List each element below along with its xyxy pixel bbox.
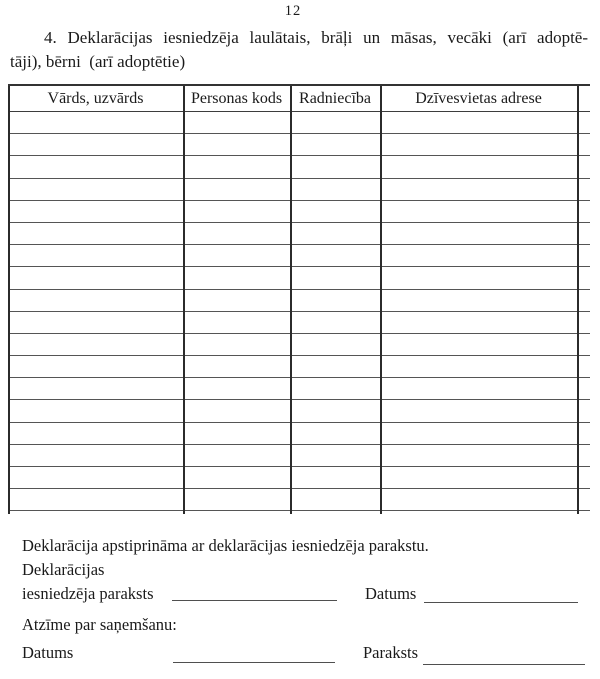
column-header-kinship: Radniecība <box>299 89 371 107</box>
table-empty-row <box>8 467 590 489</box>
receipt-date-blank-line <box>173 646 335 663</box>
table-border-right <box>577 86 579 514</box>
signature-blank-line <box>172 584 337 601</box>
table-header-row <box>8 86 590 112</box>
table-empty-row <box>8 134 590 156</box>
signature-label-line1: Deklarācijas <box>22 560 105 579</box>
column-header-name: Vārds, uzvārds <box>47 89 144 107</box>
signature-label-line2: iesniedzēja paraksts <box>22 584 154 603</box>
receipt-date-label: Datums <box>22 643 74 662</box>
receipt-heading: Atzīme par saņemšanu: <box>22 615 177 634</box>
receipt-signature-label: Paraksts <box>363 643 418 662</box>
table-column-divider-1 <box>183 86 185 514</box>
date-label: Datums <box>365 584 417 603</box>
table-empty-row <box>8 445 590 467</box>
table-column-divider-3 <box>380 86 382 514</box>
relatives-table <box>8 84 590 512</box>
page-number: 12 <box>284 3 302 19</box>
table-empty-row <box>8 378 590 400</box>
table-empty-row <box>8 356 590 378</box>
table-empty-row <box>8 245 590 267</box>
column-header-personal-code: Personas kods <box>190 89 283 107</box>
table-body <box>8 112 590 511</box>
confirmation-text: Deklarācija apstiprināma ar deklarācijas iesniedzēja parakstu. <box>22 536 429 555</box>
column-header-address: Dzīvesvietas adrese <box>415 89 542 107</box>
table-empty-row <box>8 334 590 356</box>
table-empty-row <box>8 312 590 334</box>
section-heading-line1: 4. Deklarācijas iesniedzēja laulātais, brāļi un māsas, vecāki (arī adoptē- <box>44 28 588 47</box>
section-heading-line2: tāji), bērni (arī adoptētie) <box>10 52 186 71</box>
table-empty-row <box>8 290 590 312</box>
receipt-signature-blank-line <box>423 648 585 665</box>
table-empty-row <box>8 489 590 511</box>
table-empty-row <box>8 112 590 134</box>
date-blank-line <box>424 586 578 603</box>
table-empty-row <box>8 156 590 178</box>
table-border-left <box>8 86 10 514</box>
table-column-divider-2 <box>290 86 292 514</box>
section-heading <box>10 26 588 74</box>
table-empty-row <box>8 223 590 245</box>
table-empty-row <box>8 201 590 223</box>
table-empty-row <box>8 267 590 289</box>
table-empty-row <box>8 423 590 445</box>
table-empty-row <box>8 179 590 201</box>
table-empty-row <box>8 400 590 422</box>
